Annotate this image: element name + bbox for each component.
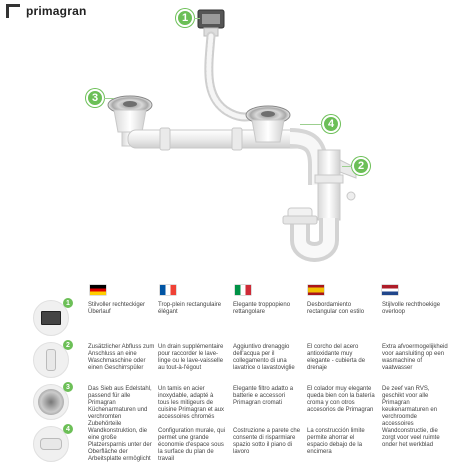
row-3-text-de: Das Sieb aus Edelstahl, passend für alle Primagran Küchenarmaturen und verchromten Zubehörteile [88,386,152,427]
row-3-text-es: El colador muy elegante queda bien con la batería croma y con otros accesorios de Primagran [307,386,375,413]
callout-4-badge: 4 [322,115,340,133]
callout-1-badge: 1 [176,9,194,27]
row-2-text-fr: Un drain supplémentaire pour raccorder le lave-linge ou le lave-vaisselle au tout-à-l'égout [158,344,224,371]
brand-name: primagran [26,4,87,18]
row-number-badge: 2 [63,340,73,350]
callout-4-leader [300,124,322,125]
language-flags [80,285,470,299]
callout-1-leader [194,18,200,19]
row-number-badge: 3 [63,382,73,392]
row-4-text-es: La construcción limite permite ahorrar el espacio debajo de la encimera [307,428,365,455]
row-1-text-nl: Stijlvolle rechthoekige overloop [382,302,441,315]
row-2-text-es: El corcho del acero antioxidante muy elegante - cubierta de drenaje [307,344,366,371]
row-1-text-it: Elegante troppopieno rettangolare [233,302,291,315]
row-number-badge: 1 [63,298,73,308]
feature-row-strainer [0,383,470,427]
row-4-text-fr: Configuration murale, qui permet une grande économie d'espace sous la surface du plan de travail [158,428,226,462]
row-3-text-fr: Un tamis en acier inoxydable, adapté à tous les mitigeurs de cuisine Primagran et aux accessoires chromés [158,386,225,420]
row-1-text-es: Desbordamiento rectangular con estilo [307,302,365,315]
row-number-badge: 4 [63,424,73,434]
row-4-text-nl: Wandconstructie, die zorgt voor veel ruimte onder het werkblad [382,428,440,448]
row-4-text-de: Wandkonstruktion, die eine große Platzersparnis unter der Oberfläche der Arbeitsplatte ermöglicht [88,428,152,462]
flag-spain-icon [308,285,324,295]
callout-2-badge: 2 [352,157,370,175]
flag-france-icon [160,285,176,295]
flag-germany-icon [90,285,106,295]
callout-2-leader [342,166,352,167]
row-1-text-de: Stilvoller rechteckiger Überlauf [88,302,146,315]
callout-3-badge: 3 [86,89,104,107]
flag-netherlands-icon [382,285,398,295]
row-4-text-it: Costruzione a parete che consente di risparmiare spazio sotto il piano di lavoro [233,428,301,455]
row-3-text-it: Elegante filtro adatto a batterie e accessori Primagran cromati [233,386,294,406]
callout-3-leader [104,98,114,99]
row-2-text-it: Aggiuntivo drenaggio dell'acqua per il collegamento di una lavatrice o lavastoviglie [233,344,295,371]
feature-row-additional-drain [0,342,470,382]
row-2-text-nl: Extra afvoermogelijkheid voor aansluiting op een wasmachine of vaatwasser [382,344,448,371]
feature-row-wall-construction [0,426,470,466]
row-3-text-nl: De zeef van RVS, geschikt voor alle Primagran keukenarmaturen en verchroomde accessoires [382,386,438,427]
feature-row-overflow [0,300,470,340]
flag-italy-icon [235,285,251,295]
row-2-text-de: Zusätzlicher Abfluss zum Anschluss an eine Waschmaschine oder einen Geschirrspüler [88,344,155,371]
row-1-text-fr: Trop-plein rectangulaire élégant [158,302,222,315]
